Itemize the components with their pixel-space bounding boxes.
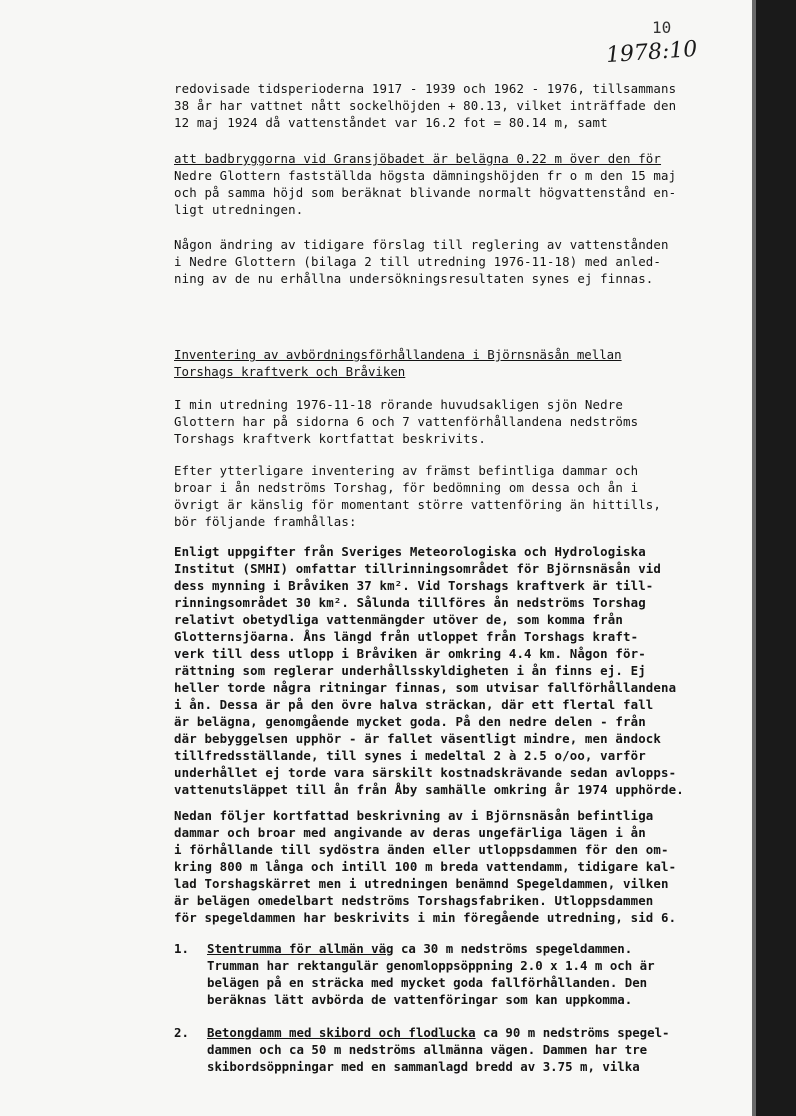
scan-border [752,0,796,1116]
list-item-title: Stentrumma för allmän väg [207,941,394,956]
list-item-number: 2. [174,1025,189,1040]
handwritten-annotation: 1978:10 [605,36,699,69]
list-item-betongdamm [174,1024,734,1084]
list-item-stentrumma [174,940,734,1012]
list-item-title: Betongdamm med skibord och flodlucka [207,1025,476,1040]
section-paragraph-description: Nedan följer kortfattad beskrivning av i Björnsnäsån befintliga dammar och broar med angivande av deras ungefärliga lägen i ån i förhållande till sydöstra änden eller utloppsdammen för den om- kring 800 m långa och intill 100 m breda vattendamm, tidigare kal- lad Torshagskärret men i utredningen benämnd Spegeldammen, vilken är belägen omedelbart nedströms Torshagsfabriken. Utloppsdammen för spegeldammen har beskrivits i min föregående utredning, sid 6. [174,808,677,925]
paragraph-regulation-conclusion: Någon ändring av tidigare förslag till reglering av vattenstånden i Nedre Glottern (bilaga 2 till utredning 1976-11-18) med anled- ning av de nu erhållna undersökningsresultaten synes ej finnas. [174,237,669,286]
list-item-body: Betongdamm med skibord och flodlucka ca 90 m nedströms spegel- dammen och ca 50 m nedströms allmänna vägen. Dammen har tre skibordsöppningar med en sammanlagd bredd av 3.75 m, vilka [207,1025,670,1074]
list-item-number: 1. [174,941,189,956]
section-paragraph-intro: I min utredning 1976-11-18 rörande huvudsakligen sjön Nedre Glottern har på sidorna 6 och 7 vattenförhållandena nedströms Torshags kraftverk kortfattat beskrivits. [174,397,639,446]
section-paragraph-smhi: Enligt uppgifter från Sveriges Meteorologiska och Hydrologiska Institut (SMHI) omfattar tillrinningsområdet för Björnsnäsån vid dess mynning i Bråviken 37 km². Vid Torshags kraftverk är till- rinningsområdet 30 km². Sålunda tillföres ån nedströms Torshag relativt obetydliga vattenmängder utöver de, som komma från Glotternsjöarna. Åns längd från utloppet från Torshags kraft- verk till dess utlopp i Bråviken är omkring 4.4 km. Någon för- rättning som reglerar underhållsskyldigheten i ån finns ej. Ej heller torde några ritningar finnas, som utvisar fallförhållandena i ån. Dessa är på den övre halva sträckan, där ett flertal fall är belägna, genomgående mycket goda. På den nedre delen - från där bebyggelsen upphör - är fallet väsentligt mindre, men ändock tillfredsställande, till synes i medeltal 2 à 2.5 o/oo, varför underhållet ej torde vara särskilt kostnadskrävande sedan avlopps- vattenutsläppet till ån från Åby samhälle omkring år 1974 upphörde. [174,544,684,797]
page-number: 10 [652,18,672,37]
list-item-body: Stentrumma för allmän väg ca 30 m nedströms spegeldammen. Trumman har rektangulär genomloppsöppning 2.0 x 1.4 m och är belägen på en sträcka med mycket goda fallförhållanden. Den beräknas lätt avbörda de vattenföringar som kan uppkomma. [207,941,655,1007]
section-heading: Inventering av avbördningsförhållandena i Björnsnäsån mellan Torshags kraftverk och Bråviken [174,347,622,379]
paragraph-bathing-jetties: att badbryggorna vid Gransjöbadet är belägna 0.22 m över den för Nedre Glottern fastställda högsta dämningshöjden fr o m den 15 maj och på samma höjd som beräknat blivande normalt högvattenstånd en- ligt utredningen. [174,151,677,217]
paragraph-water-level-record: redovisade tidsperioderna 1917 - 1939 och 1962 - 1976, tillsammans 38 år har vattnet nått sockelhöjden + 80.13, vilket inträffade den 12 maj 1924 då vattenståndet var 16.2 fot = 80.14 m, samt [174,81,677,130]
section-paragraph-inventory: Efter ytterligare inventering av främst befintliga dammar och broar i ån nedströms Torshag, för bedömning om dessa och ån i övrigt är känslig för momentant större vattenföring än hittills, bör följande framhållas: [174,463,662,529]
